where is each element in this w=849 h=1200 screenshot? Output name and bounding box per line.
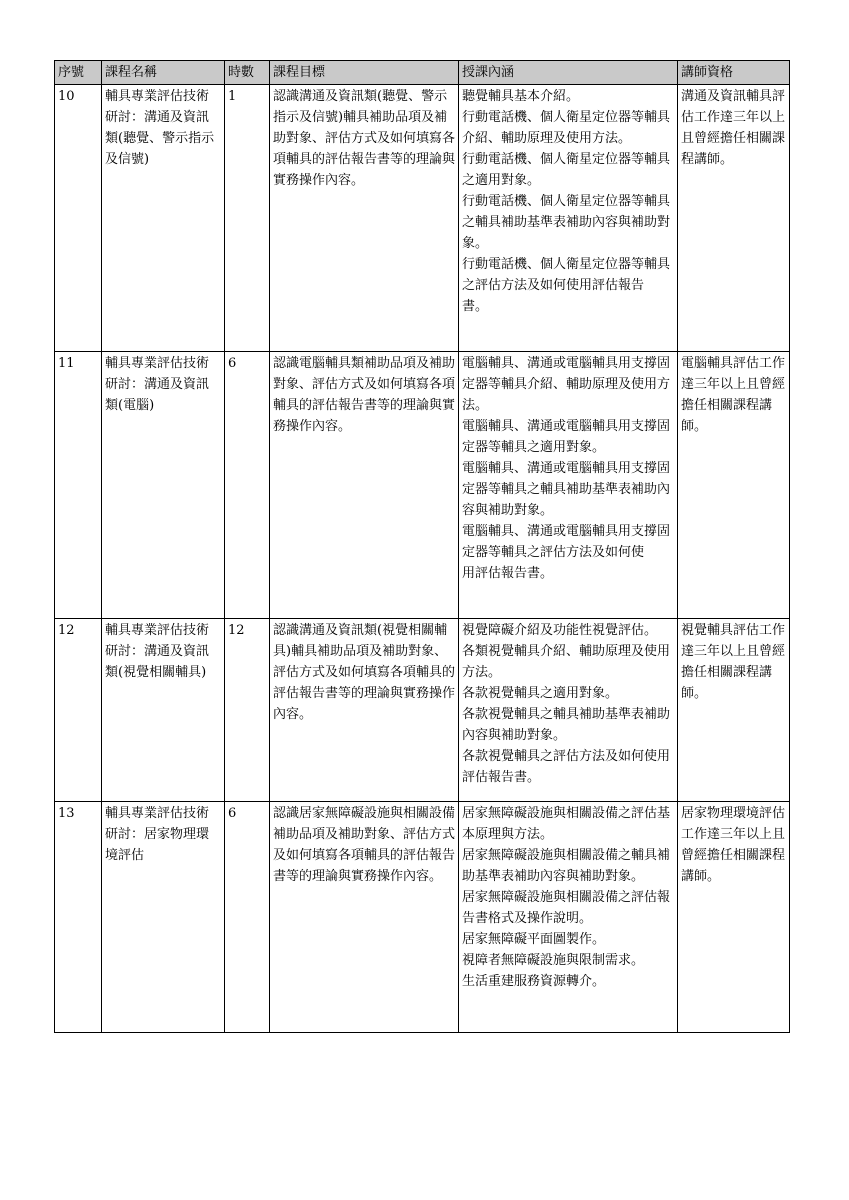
- content-line: 行動電話機、個人衛星定位器等輔具之適用對象。: [462, 152, 671, 188]
- header-row: [55, 61, 790, 85]
- content-line: 居家無障礙設施與相關設備之評估報告書格式及操作說明。: [462, 890, 671, 926]
- cell-teacher-qualification: 居家物理環境評估工作達三年以上且曾經擔任相關課程講師。: [678, 802, 790, 1033]
- content-line: 用評估報告書。: [462, 566, 554, 581]
- cell-teacher-qualification: 視覺輔具評估工作達三年以上且曾經擔任相關課程講師。: [678, 619, 790, 802]
- table-row: [55, 352, 790, 619]
- cell-hours: 1: [225, 85, 270, 352]
- table-header: [55, 61, 790, 85]
- content-line: 電腦輔具、溝通或電腦輔具用支撐固定器等輔具之適用對象。: [462, 419, 671, 455]
- content-line: 電腦輔具、溝通或電腦輔具用支撐固定器等輔具之輔具補助基準表補助內容與補助對象。: [462, 461, 671, 518]
- cell-no: 11: [55, 352, 102, 619]
- table-row: [55, 619, 790, 802]
- cell-course-name: 輔具專業評估技術研討：溝通及資訊類(電腦): [102, 352, 225, 619]
- content-line: 行動電話機、個人衛星定位器等輔具之輔具補助基準表補助內容與補助對象。: [462, 194, 671, 251]
- header-teacher-qualification: 講師資格: [678, 61, 790, 85]
- course-table: [54, 60, 790, 1033]
- cell-course-goal: 認識溝通及資訊類(視覺相關輔具)輔具補助品項及補助對象、評估方式及如何填寫各項輔具的評估報告書等的理論與實務操作內容。: [270, 619, 459, 802]
- table-row: [55, 802, 790, 1033]
- cell-teacher-qualification: 溝通及資訊輔具評估工作達三年以上且曾經擔任相關課程講師。: [678, 85, 790, 352]
- content-line: 生活重建服務資源轉介。: [462, 974, 606, 989]
- cell-hours: 6: [225, 802, 270, 1033]
- header-course-goal: 課程目標: [270, 61, 459, 85]
- header-teaching-content: 授課內涵: [459, 61, 678, 85]
- content-line: 各款視覺輔具之適用對象。: [462, 686, 619, 701]
- cell-no: 13: [55, 802, 102, 1033]
- table-row: [55, 85, 790, 352]
- content-line: 各款視覺輔具之評估方法及如何使用評估報告書。: [462, 749, 671, 785]
- content-line: 聽覺輔具基本介紹。: [462, 89, 580, 104]
- cell-teaching-content: [459, 85, 678, 352]
- content-line: 行動電話機、個人衛星定位器等輔具介紹、輔助原理及使用方法。: [462, 110, 671, 146]
- cell-teaching-content: [459, 619, 678, 802]
- content-line: 各款視覺輔具之輔具補助基準表補助內容與補助對象。: [462, 707, 671, 743]
- content-line: 居家無障礙設施與相關設備之評估基本原理與方法。: [462, 806, 671, 842]
- cell-course-name: 輔具專業評估技術研討：溝通及資訊類(聽覺、警示指示及信號): [102, 85, 225, 352]
- cell-teacher-qualification: 電腦輔具評估工作達三年以上且曾經擔任相關課程講師。: [678, 352, 790, 619]
- content-line: 視覺障礙介紹及功能性視覺評估。: [462, 623, 658, 638]
- cell-hours: 6: [225, 352, 270, 619]
- content-line: 居家無障礙設施與相關設備之輔具補助基準表補助內容與補助對象。: [462, 848, 671, 884]
- cell-teaching-content: [459, 802, 678, 1033]
- header-no: 序號: [55, 61, 102, 85]
- header-hours: 時數: [225, 61, 270, 85]
- cell-course-name: 輔具專業評估技術研討：溝通及資訊類(視覺相關輔具): [102, 619, 225, 802]
- content-line: 各類視覺輔具介紹、輔助原理及使用方法。: [462, 644, 671, 680]
- cell-course-goal: 認識溝通及資訊類(聽覺、警示指示及信號)輔具補助品項及補助對象、評估方式及如何填寫各項輔具的評估報告書等的理論與實務操作內容。: [270, 85, 459, 352]
- document-page: [54, 60, 789, 1033]
- content-line: 電腦輔具、溝通或電腦輔具用支撐固定器等輔具介紹、輔助原理及使用方法。: [462, 356, 671, 413]
- cell-course-goal: 認識電腦輔具類補助品項及補助對象、評估方式及如何填寫各項輔具的評估報告書等的理論與實務操作內容。: [270, 352, 459, 619]
- table-body: [55, 85, 790, 1033]
- cell-no: 10: [55, 85, 102, 352]
- cell-teaching-content: [459, 352, 678, 619]
- cell-course-goal: 認識居家無障礙設施與相關設備補助品項及補助對象、評估方式及如何填寫各項輔具的評估報告書等的理論與實務操作內容。: [270, 802, 459, 1033]
- cell-no: 12: [55, 619, 102, 802]
- content-line: 視障者無障礙設施與限制需求。: [462, 953, 645, 968]
- header-course-name: 課程名稱: [102, 61, 225, 85]
- content-line: 居家無障礙平面圖製作。: [462, 932, 606, 947]
- content-line: 書。: [462, 299, 489, 314]
- content-line: 行動電話機、個人衛星定位器等輔具之評估方法及如何使用評估報告: [462, 257, 671, 293]
- cell-course-name: 輔具專業評估技術研討：居家物理環境評估: [102, 802, 225, 1033]
- cell-hours: 12: [225, 619, 270, 802]
- content-line: 電腦輔具、溝通或電腦輔具用支撐固定器等輔具之評估方法及如何使: [462, 524, 671, 560]
